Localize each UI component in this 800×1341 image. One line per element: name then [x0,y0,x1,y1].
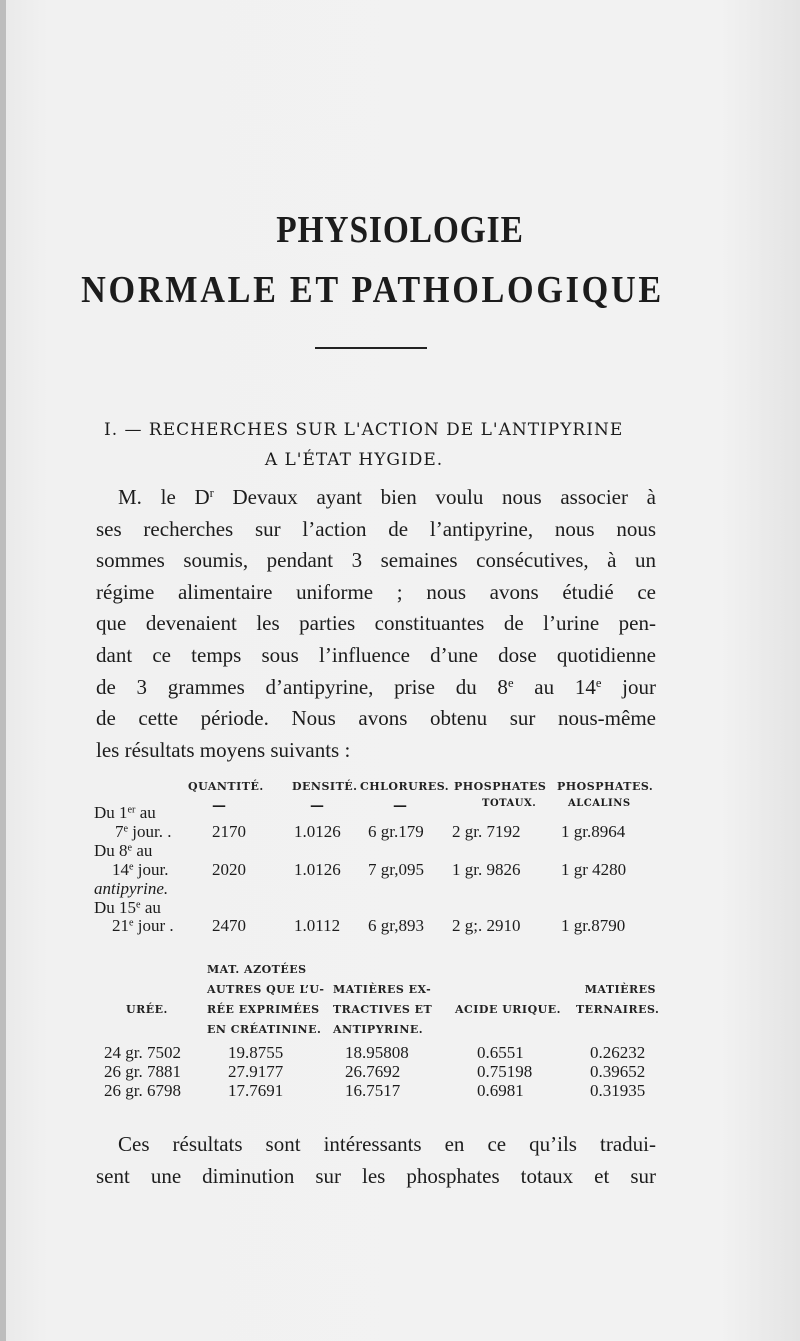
intro-line-1: M. le $D^r$ Devaux ayant bien voulu nous associer à [118,485,656,509]
t2-row3-ternaires: 0.31935 [590,1081,646,1100]
intro-line-6: dant ce temps sous l’influence d’une dose quotidienne [96,642,656,667]
intro-line-2: ses recherches sur l’action de l’antipyrine, nous nous [96,516,656,541]
t2-row1-uree: 24 gr. 7502 [104,1043,181,1062]
t2-row1-ternaires: 0.26232 [590,1043,646,1062]
intro-line-7: de 3 grammes d’antipyrine, prise du 8e au 14e jour [96,674,657,699]
t2-row2-uree: 26 gr. 7881 [104,1062,181,1081]
row2-label-b: 14e jour. [112,860,169,879]
intro-line-3: sommes soumis, pendant 3 semaines consécutives, à un [96,548,656,573]
intro-line-9: les résultats moyens suivants : [96,737,351,762]
row3-quantite: 2470 [212,916,246,935]
header-totaux: TOTAUX. [482,798,537,809]
t2-row2-extractives: 26.7692 [345,1062,401,1081]
page-edge-shadow [0,0,6,1341]
t2-row2-mat-azotees: 27.9177 [228,1062,284,1081]
header-uree: URÉE. [126,1003,168,1016]
closing-paragraph [96,1128,656,1192]
dash-chlorures: — [393,798,407,814]
row1-label-b: 7e jour. . [115,822,172,841]
t2-row3-uree: 26 gr. 6798 [104,1081,181,1100]
title-divider-rule [315,347,427,349]
intro-line-5: que devenaient les parties constituantes de l’urine pen- [96,611,656,636]
header-chlorures: CHLORURES. [360,780,450,793]
t2-row3-acide-urique: 0.6981 [477,1081,524,1100]
row3-phosphates-alcalins: 1 gr.8790 [561,916,626,935]
header-alcalins: ALCALINS [568,798,631,809]
intro-paragraph [96,482,656,766]
row1-label-a: Du 1er au [94,803,156,822]
title-physiologie: PHYSIOLOGIE [276,209,524,251]
section-heading [104,415,664,475]
row1-phosphates-alcalins: 1 gr.8964 [561,822,626,841]
header-extractives: MATIÈRES EX- TRACTIVES ET ANTIPYRINE. [333,983,433,1036]
header-phosphates-totaux: PHOSPHATES [454,780,547,793]
closing-line-2: sent une diminution sur les phosphates totaux et sur [96,1164,656,1188]
row3-chlorures: 6 gr,893 [368,916,424,935]
t2-row1-mat-azotees: 19.8755 [228,1043,284,1062]
row3-label-a: Du 15e au [94,898,161,917]
row1-quantite: 2170 [212,822,246,841]
header-mat-azotees: MAT. AZOTÉES AUTRES QUE L’U- RÉE EXPRIMÉES EN CRÉATININE. [207,963,325,1036]
row3-label-b: 21e jour . [112,916,174,935]
header-phosphates-alcalins: PHOSPHATES. [557,780,654,793]
header-ternaires: MATIÈRES TERNAIRES. [576,983,660,1016]
row2-phosphates-alcalins: 1 gr 4280 [561,860,627,879]
row1-chlorures: 6 gr.179 [368,822,424,841]
t2-row1-acide-urique: 0.6551 [477,1043,524,1062]
t2-row1-extractives: 18.95808 [345,1043,409,1062]
row2-quantite: 2020 [212,860,246,879]
row3-phosphates-totaux: 2 g;. 2910 [452,916,521,935]
row3-densite: 1.0112 [294,916,341,935]
section-heading-line2: A L'ÉTAT HYGIDE. [264,450,444,470]
t2-row2-ternaires: 0.39652 [590,1062,646,1081]
row2-label-c: antipyrine. [94,879,169,898]
closing-line-1: Ces résultats sont intéressants en ce qu’ils tradui- [118,1132,656,1156]
dash-quantite: — [212,798,226,814]
header-quantite: QUANTITÉ. [188,780,264,793]
t2-row2-acide-urique: 0.75198 [477,1062,533,1081]
dash-densite: — [310,798,324,814]
row2-label-a: Du 8e au [94,841,153,860]
section-heading-line1: I. — RECHERCHES SUR L'ACTION DE L'ANTIPYRINE [104,420,624,440]
row1-densite: 1.0126 [294,822,341,841]
intro-line-4: régime alimentaire uniforme ; nous avons étudié ce [96,579,656,604]
row2-phosphates-totaux: 1 gr. 9826 [452,860,521,879]
header-acide-urique: ACIDE URIQUE. [455,1003,561,1016]
intro-line-8: de cette période. Nous avons obtenu sur nous-même [96,706,656,731]
row2-densite: 1.0126 [294,860,341,879]
header-densite: DENSITÉ. [292,780,358,793]
t2-row3-mat-azotees: 17.7691 [228,1081,284,1100]
row2-chlorures: 7 gr,095 [368,860,424,879]
title-normale-pathologique: NORMALE ET PATHOLOGIQUE [81,269,664,311]
t2-row3-extractives: 16.7517 [345,1081,401,1100]
row1-phosphates-totaux: 2 gr. 7192 [452,822,521,841]
